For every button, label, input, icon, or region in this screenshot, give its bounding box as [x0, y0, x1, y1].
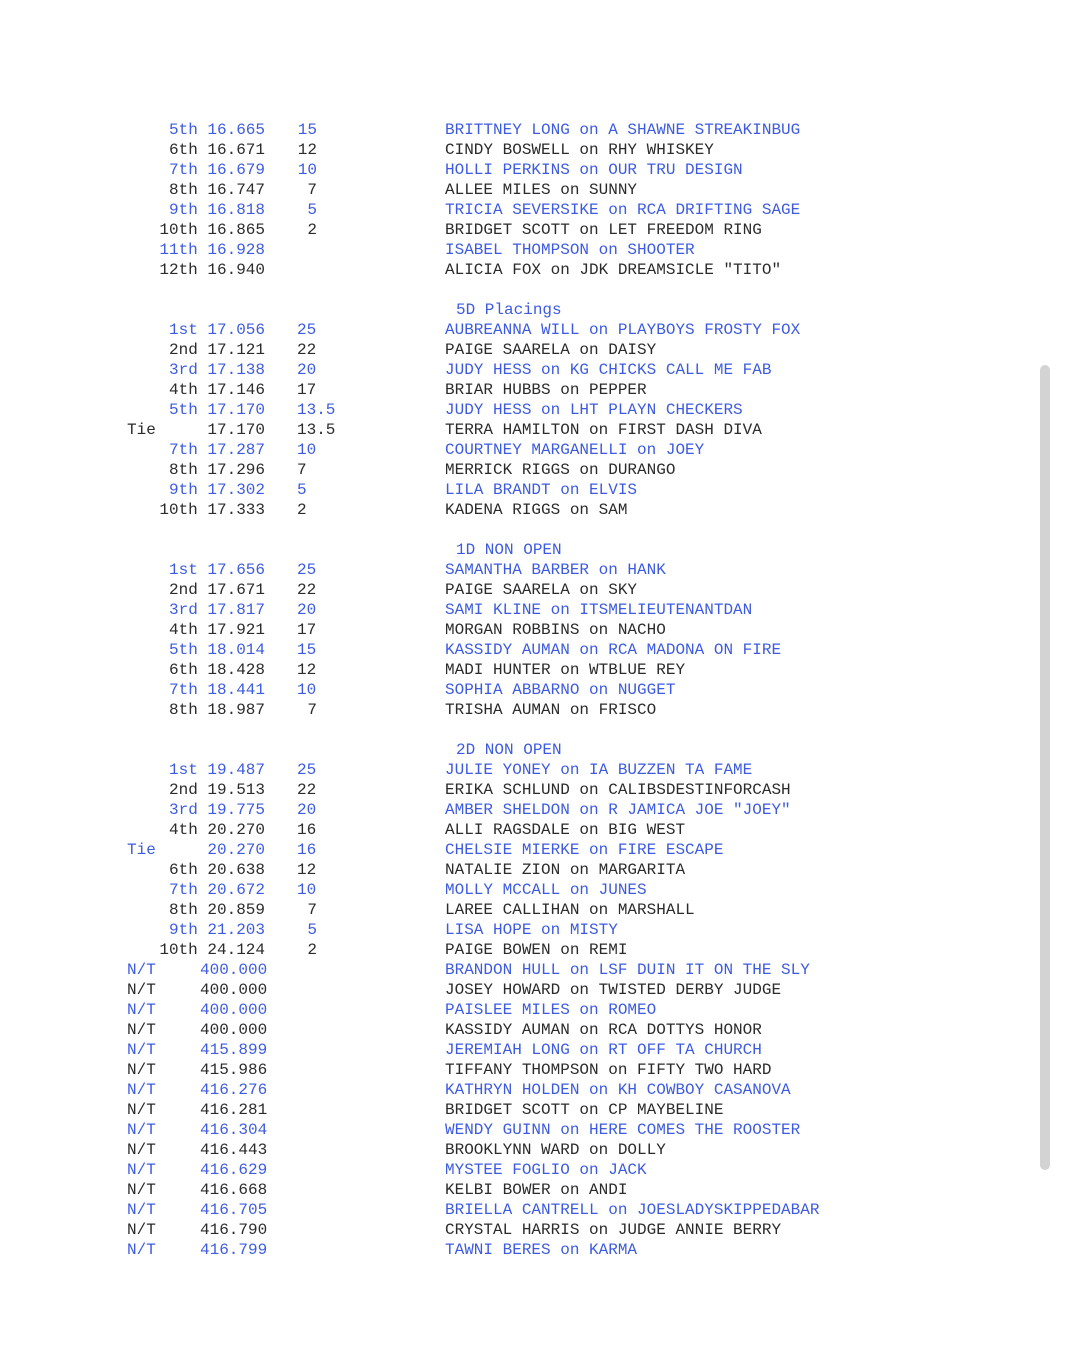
time: 415.986 [200, 1061, 268, 1079]
rider-horse: MOLLY MCCALL on JUNES [445, 881, 647, 899]
nt-label: N/T [127, 1001, 156, 1019]
place-time: 8th 17.296 [168, 461, 265, 479]
no-time-row [0, 1040, 1078, 1060]
nt-label: N/T [127, 1161, 156, 1179]
result-row [0, 660, 1078, 680]
result-row [0, 380, 1078, 400]
result-row [0, 780, 1078, 800]
rider-horse: KATHRYN HOLDEN on KH COWBOY CASANOVA [445, 1081, 791, 1099]
result-row [0, 920, 1078, 940]
points: 15 [297, 641, 317, 659]
result-row [0, 560, 1078, 580]
rider-horse: BRIAR HUBBS on PEPPER [445, 381, 647, 399]
result-row [0, 880, 1078, 900]
points: 25 [297, 761, 317, 779]
points: 2 [297, 501, 307, 519]
points: 5 [307, 921, 317, 939]
place-time: 1st 17.056 [168, 321, 265, 339]
points: 25 [297, 321, 317, 339]
result-row [0, 240, 1078, 260]
points: 16 [297, 841, 317, 859]
time: 416.276 [200, 1081, 268, 1099]
rider-horse: TAWNI BERES on KARMA [445, 1241, 638, 1259]
nt-label: N/T [127, 1101, 156, 1119]
time: 20.270 [207, 841, 265, 859]
points: 5 [307, 201, 317, 219]
tie-label: Tie [127, 841, 156, 859]
nt-label: N/T [127, 1221, 156, 1239]
place-time: 7th 18.441 [168, 681, 265, 699]
place-time: 3rd 17.138 [168, 361, 265, 379]
time: 416.799 [200, 1241, 268, 1259]
no-time-row [0, 1100, 1078, 1120]
time: 400.000 [200, 961, 268, 979]
place-time: 10th 16.865 [159, 221, 265, 239]
section-heading-1d-non-open: 1D NON OPEN [456, 541, 562, 559]
rider-horse: ERIKA SCHLUND on CALIBSDESTINFORCASH [445, 781, 791, 799]
result-row [0, 940, 1078, 960]
place-time: 5th 18.014 [168, 641, 265, 659]
rider-horse: PAISLEE MILES on ROMEO [445, 1001, 657, 1019]
rider-horse: JOSEY HOWARD on TWISTED DERBY JUDGE [445, 981, 782, 999]
time: 415.899 [200, 1041, 268, 1059]
place-time: 9th 17.302 [168, 481, 265, 499]
points: 17 [297, 621, 317, 639]
result-row [0, 180, 1078, 200]
rider-horse: KASSIDY AUMAN on RCA DOTTYS HONOR [445, 1021, 762, 1039]
points: 20 [297, 601, 317, 619]
rider-horse: SOPHIA ABBARNO on NUGGET [445, 681, 676, 699]
nt-label: N/T [127, 1041, 156, 1059]
place-time: 6th 20.638 [168, 861, 265, 879]
result-row [0, 500, 1078, 520]
points: 2 [307, 221, 317, 239]
rider-horse: MERRICK RIGGS on DURANGO [445, 461, 676, 479]
result-row [0, 760, 1078, 780]
no-time-row [0, 1180, 1078, 1200]
rider-horse: HOLLI PERKINS on OUR TRU DESIGN [445, 161, 743, 179]
place-time: 6th 16.671 [168, 141, 265, 159]
rider-horse: TIFFANY THOMPSON on FIFTY TWO HARD [445, 1061, 772, 1079]
nt-label: N/T [127, 1121, 156, 1139]
place-time: 3rd 17.817 [168, 601, 265, 619]
place-time: 2nd 17.121 [168, 341, 265, 359]
rider-horse: BRIDGET SCOTT on LET FREEDOM RING [445, 221, 762, 239]
result-row [0, 340, 1078, 360]
points: 10 [297, 161, 317, 179]
result-row-tie [0, 420, 1078, 440]
place-time: 1st 19.487 [168, 761, 265, 779]
points: 17 [297, 381, 317, 399]
result-row [0, 680, 1078, 700]
place-time: 4th 20.270 [168, 821, 265, 839]
points: 15 [297, 121, 317, 139]
points: 7 [307, 901, 317, 919]
place-time: 5th 17.170 [168, 401, 265, 419]
rider-horse: TRICIA SEVERSIKE on RCA DRIFTING SAGE [445, 201, 801, 219]
rider-horse: MADI HUNTER on WTBLUE REY [445, 661, 686, 679]
rider-horse: PAIGE SAARELA on DAISY [445, 341, 657, 359]
rider-horse: TERRA HAMILTON on FIRST DASH DIVA [445, 421, 762, 439]
time: 416.790 [200, 1221, 268, 1239]
section-heading-2d-non-open: 2D NON OPEN [456, 741, 562, 759]
rider-horse: ALICIA FOX on JDK DREAMSICLE "TITO" [445, 261, 782, 279]
points: 10 [297, 881, 317, 899]
rider-horse: BRANDON HULL on LSF DUIN IT ON THE SLY [445, 961, 810, 979]
rider-horse: LILA BRANDT on ELVIS [445, 481, 638, 499]
place-time: 8th 16.747 [168, 181, 265, 199]
result-row-tie [0, 840, 1078, 860]
points: 7 [307, 701, 317, 719]
rider-horse: WENDY GUINN on HERE COMES THE ROOSTER [445, 1121, 801, 1139]
nt-label: N/T [127, 1201, 156, 1219]
result-row [0, 580, 1078, 600]
place-time: 1st 17.656 [168, 561, 265, 579]
points: 10 [297, 681, 317, 699]
vertical-scrollbar[interactable] [1040, 365, 1050, 1170]
points: 25 [297, 561, 317, 579]
result-row [0, 600, 1078, 620]
points: 7 [307, 181, 317, 199]
no-time-row [0, 980, 1078, 1000]
result-row [0, 160, 1078, 180]
rider-horse: COURTNEY MARGANELLI on JOEY [445, 441, 705, 459]
no-time-row [0, 960, 1078, 980]
result-row [0, 120, 1078, 140]
points: 5 [297, 481, 307, 499]
points: 20 [297, 361, 317, 379]
nt-label: N/T [127, 1081, 156, 1099]
no-time-row [0, 1080, 1078, 1100]
no-time-row [0, 1240, 1078, 1260]
no-time-row [0, 1200, 1078, 1220]
time: 400.000 [200, 981, 268, 999]
rider-horse: KASSIDY AUMAN on RCA MADONA ON FIRE [445, 641, 782, 659]
time: 416.629 [200, 1161, 268, 1179]
nt-label: N/T [127, 1181, 156, 1199]
time: 416.443 [200, 1141, 268, 1159]
place-time: 7th 17.287 [168, 441, 265, 459]
place-time: 3rd 19.775 [168, 801, 265, 819]
result-row [0, 620, 1078, 640]
rider-horse: BRIDGET SCOTT on CP MAYBELINE [445, 1101, 724, 1119]
rider-horse: JUDY HESS on LHT PLAYN CHECKERS [445, 401, 743, 419]
result-row [0, 440, 1078, 460]
result-row [0, 220, 1078, 240]
place-time: 10th 24.124 [159, 941, 265, 959]
result-row [0, 320, 1078, 340]
result-row [0, 860, 1078, 880]
time: 416.304 [200, 1121, 268, 1139]
place-time: 4th 17.146 [168, 381, 265, 399]
place-time: 4th 17.921 [168, 621, 265, 639]
place-time: 8th 20.859 [168, 901, 265, 919]
place-time: 9th 16.818 [168, 201, 265, 219]
rider-horse: CHELSIE MIERKE on FIRE ESCAPE [445, 841, 724, 859]
no-time-row [0, 1060, 1078, 1080]
rider-horse: ISABEL THOMPSON on SHOOTER [445, 241, 695, 259]
rider-horse: KADENA RIGGS on SAM [445, 501, 628, 519]
points: 12 [297, 141, 317, 159]
rider-horse: PAIGE SAARELA on SKY [445, 581, 638, 599]
time: 416.668 [200, 1181, 268, 1199]
points: 22 [297, 581, 317, 599]
points: 12 [297, 861, 317, 879]
points: 22 [297, 781, 317, 799]
rider-horse: MORGAN ROBBINS on NACHO [445, 621, 666, 639]
nt-label: N/T [127, 1241, 156, 1259]
result-row [0, 480, 1078, 500]
place-time: 7th 16.679 [168, 161, 265, 179]
points: 16 [297, 821, 317, 839]
no-time-row [0, 1120, 1078, 1140]
no-time-row [0, 1160, 1078, 1180]
place-time: 11th 16.928 [159, 241, 265, 259]
place-time: 7th 20.672 [168, 881, 265, 899]
result-row [0, 820, 1078, 840]
rider-horse: ALLEE MILES on SUNNY [445, 181, 638, 199]
no-time-row [0, 1220, 1078, 1240]
rider-horse: SAMI KLINE on ITSMELIEUTENANTDAN [445, 601, 753, 619]
rider-horse: ALLI RAGSDALE on BIG WEST [445, 821, 686, 839]
rider-horse: JEREMIAH LONG on RT OFF TA CHURCH [445, 1041, 762, 1059]
rider-horse: KELBI BOWER on ANDI [445, 1181, 628, 1199]
points: 20 [297, 801, 317, 819]
place-time: 8th 18.987 [168, 701, 265, 719]
no-time-row [0, 1020, 1078, 1040]
rider-horse: CRYSTAL HARRIS on JUDGE ANNIE BERRY [445, 1221, 782, 1239]
result-row [0, 700, 1078, 720]
rider-horse: LISA HOPE on MISTY [445, 921, 618, 939]
no-time-row [0, 1140, 1078, 1160]
result-row [0, 800, 1078, 820]
rider-horse: BRIELLA CANTRELL on JOESLADYSKIPPEDABAR [445, 1201, 820, 1219]
points: 2 [307, 941, 317, 959]
points: 7 [297, 461, 307, 479]
place-time: 6th 18.428 [168, 661, 265, 679]
result-row [0, 360, 1078, 380]
nt-label: N/T [127, 1021, 156, 1039]
nt-label: N/T [127, 1061, 156, 1079]
rider-horse: LAREE CALLIHAN on MARSHALL [445, 901, 695, 919]
place-time: 10th 17.333 [159, 501, 265, 519]
rider-horse: AUBREANNA WILL on PLAYBOYS FROSTY FOX [445, 321, 801, 339]
nt-label: N/T [127, 1141, 156, 1159]
nt-label: N/T [127, 961, 156, 979]
place-time: 5th 16.665 [168, 121, 265, 139]
results-document [0, 120, 1078, 1260]
result-row [0, 400, 1078, 420]
result-row [0, 460, 1078, 480]
time: 416.705 [200, 1201, 268, 1219]
rider-horse: BRITTNEY LONG on A SHAWNE STREAKINBUG [445, 121, 801, 139]
points: 13.5 [297, 421, 336, 439]
points: 10 [297, 441, 317, 459]
tie-label: Tie [127, 421, 156, 439]
nt-label: N/T [127, 981, 156, 999]
rider-horse: CINDY BOSWELL on RHY WHISKEY [445, 141, 714, 159]
rider-horse: TRISHA AUMAN on FRISCO [445, 701, 657, 719]
rider-horse: JUDY HESS on KG CHICKS CALL ME FAB [445, 361, 772, 379]
points: 22 [297, 341, 317, 359]
rider-horse: BROOKLYNN WARD on DOLLY [445, 1141, 666, 1159]
time: 400.000 [200, 1001, 268, 1019]
place-time: 2nd 19.513 [168, 781, 265, 799]
rider-horse: PAIGE BOWEN on REMI [445, 941, 628, 959]
result-row [0, 260, 1078, 280]
rider-horse: JULIE YONEY on IA BUZZEN TA FAME [445, 761, 753, 779]
no-time-row [0, 1000, 1078, 1020]
place-time: 2nd 17.671 [168, 581, 265, 599]
result-row [0, 140, 1078, 160]
rider-horse: SAMANTHA BARBER on HANK [445, 561, 666, 579]
place-time: 12th 16.940 [159, 261, 265, 279]
points: 13.5 [297, 401, 336, 419]
rider-horse: AMBER SHELDON on R JAMICA JOE "JOEY" [445, 801, 791, 819]
points: 12 [297, 661, 317, 679]
result-row [0, 200, 1078, 220]
section-heading-5d: 5D Placings [456, 301, 562, 319]
rider-horse: MYSTEE FOGLIO on JACK [445, 1161, 647, 1179]
result-row [0, 900, 1078, 920]
time: 416.281 [200, 1101, 268, 1119]
rider-horse: NATALIE ZION on MARGARITA [445, 861, 686, 879]
time: 400.000 [200, 1021, 268, 1039]
place-time: 9th 21.203 [168, 921, 265, 939]
result-row [0, 640, 1078, 660]
time: 17.170 [207, 421, 265, 439]
